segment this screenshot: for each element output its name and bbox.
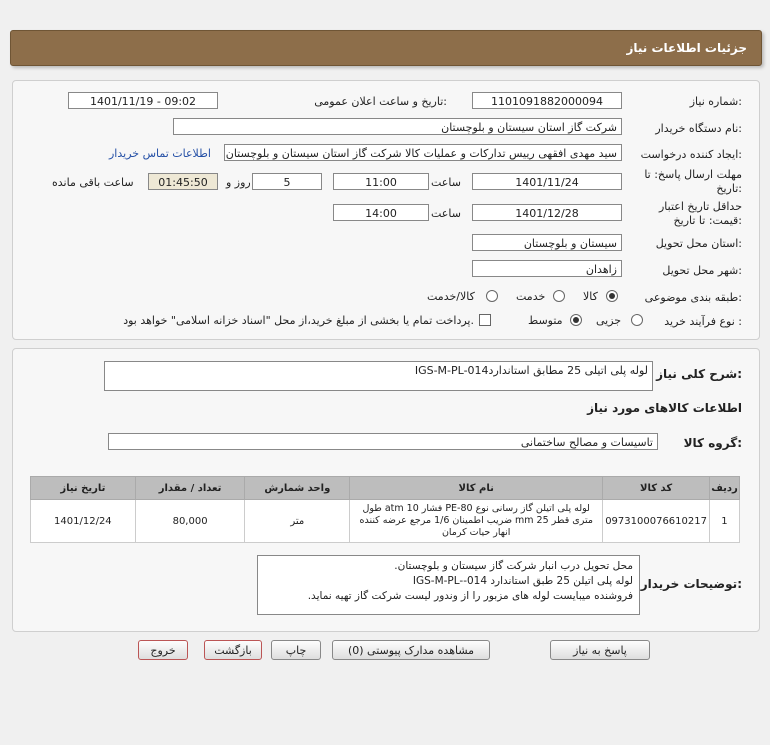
treasury-payment-checkbox[interactable] xyxy=(479,314,491,326)
remaining-time-label: ساعت باقی مانده xyxy=(52,176,134,189)
validity-label: حداقل تاریخ اعتبار xyxy=(658,200,742,213)
deadline-date-field: 1401/11/24 xyxy=(472,173,622,190)
category-radio-goods-service[interactable] xyxy=(486,290,498,302)
category-label: طبقه بندی موضوعی: xyxy=(644,291,742,304)
print-button[interactable]: چاپ xyxy=(271,640,321,660)
deadline-label: مهلت ارسال پاسخ: تا xyxy=(644,168,742,181)
city-field: زاهدان xyxy=(472,260,622,277)
back-button[interactable]: بازگشت xyxy=(204,640,262,660)
announce-date-field: 1401/11/19 - 09:02 xyxy=(68,92,218,109)
cell-row: 1 xyxy=(709,500,739,543)
buyer-note-line: محل تحویل درب انبار شرکت گاز سیستان و بلوچستان. xyxy=(394,560,633,572)
category-radio-service[interactable] xyxy=(553,290,565,302)
buyer-note-line: لوله پلی اتیلن 25 طبق استاندارد IGS-M-PL--014 xyxy=(412,575,633,587)
reply-button[interactable]: پاسخ به نیاز xyxy=(550,640,650,660)
creator-label: ایجاد کننده درخواست: xyxy=(640,148,742,161)
need-number-field: 1101091882000094 xyxy=(472,92,622,109)
col-date-header: تاریخ نیاز xyxy=(31,477,136,500)
announce-date-label: تاریخ و ساعت اعلان عمومی: xyxy=(314,95,447,108)
deadline-time-label: ساعت xyxy=(431,176,461,189)
col-qty-header: تعداد / مقدار xyxy=(135,477,245,500)
col-unit-header: واحد شمارش xyxy=(245,477,350,500)
goods-info-heading: اطلاعات کالاهای مورد نیاز xyxy=(587,401,742,415)
process-label: نوع فرآیند خرید : xyxy=(664,315,742,328)
cell-unit: متر xyxy=(245,500,350,543)
deadline-label-2: تاریخ: xyxy=(716,182,742,195)
deadline-time-field: 11:00 xyxy=(333,173,429,190)
buyer-contact-link[interactable]: اطلاعات تماس خریدار xyxy=(109,147,211,160)
cell-qty: 80,000 xyxy=(135,500,245,543)
process-option-minor: جزیی xyxy=(596,314,622,327)
cell-name: لوله پلی اتیلن گاز رسانی نوع PE-80 فشار atm 10 طول متری قطر mm 25 ضریب اطمینان 1/6 مرجع عرضه کننده انهار حیات کرمان xyxy=(350,500,603,543)
buyer-org-field: شرکت گاز استان سیستان و بلوچستان xyxy=(173,118,622,135)
goods-table xyxy=(30,476,740,543)
buyer-note-line: فروشنده میبایست لوله های مزبور را از وندور لیست شرکت گاز تهیه نماید. xyxy=(307,590,633,602)
process-radio-minor[interactable] xyxy=(631,314,643,326)
summary-label: شرح کلی نیاز: xyxy=(656,367,742,381)
table-row xyxy=(31,500,740,543)
page-header xyxy=(10,30,762,66)
city-label: شهر محل تحویل: xyxy=(662,264,742,277)
category-option-service: خدمت xyxy=(516,290,546,303)
goods-group-label: گروه کالا: xyxy=(683,436,742,450)
category-radio-goods[interactable] xyxy=(606,290,618,302)
view-attachments-button[interactable]: مشاهده مدارک پیوستی (0) xyxy=(332,640,490,660)
goods-group-field: تاسیسات و مصالح ساختمانی xyxy=(108,433,658,450)
page-title: جزئیات اطلاعات نیاز xyxy=(626,41,747,55)
process-radio-medium[interactable] xyxy=(570,314,582,326)
cell-date: 1401/12/24 xyxy=(31,500,136,543)
validity-label-2: قیمت: تا تاریخ: xyxy=(673,214,742,227)
category-option-goods-service: کالا/خدمت xyxy=(427,290,475,303)
summary-field: لوله پلی اتیلی 25 مطابق استانداردIGS-M-PL-014 xyxy=(104,361,653,391)
validity-time-label: ساعت xyxy=(431,207,461,220)
cell-code: 0973100076610217 xyxy=(603,500,710,543)
days-field: 5 xyxy=(252,173,322,190)
col-row-header: ردیف xyxy=(709,477,739,500)
province-field: سیستان و بلوچستان xyxy=(472,234,622,251)
remaining-time-field: 01:45:50 xyxy=(148,173,218,190)
process-option-medium: متوسط xyxy=(528,314,563,327)
validity-date-field: 1401/12/28 xyxy=(472,204,622,221)
col-code-header: کد کالا xyxy=(603,477,710,500)
buyer-notes-box xyxy=(257,555,640,615)
treasury-payment-note: پرداخت تمام یا بخشی از مبلغ خرید،از محل "اسناد خزانه اسلامی" خواهد بود. xyxy=(123,314,474,327)
exit-button[interactable]: خروج xyxy=(138,640,188,660)
days-label: روز و xyxy=(226,176,251,189)
col-name-header: نام کالا xyxy=(350,477,603,500)
need-number-label: شماره نیاز: xyxy=(689,95,742,108)
buyer-org-label: نام دستگاه خریدار: xyxy=(655,122,742,135)
province-label: استان محل تحویل: xyxy=(655,237,742,250)
creator-field: سید مهدی افقهی رییس تدارکات و عملیات کالا شرکت گاز استان سیستان و بلوچستان xyxy=(224,144,622,161)
buyer-notes-label: توضیحات خریدار: xyxy=(640,577,742,591)
category-option-goods: کالا xyxy=(583,290,598,303)
validity-time-field: 14:00 xyxy=(333,204,429,221)
